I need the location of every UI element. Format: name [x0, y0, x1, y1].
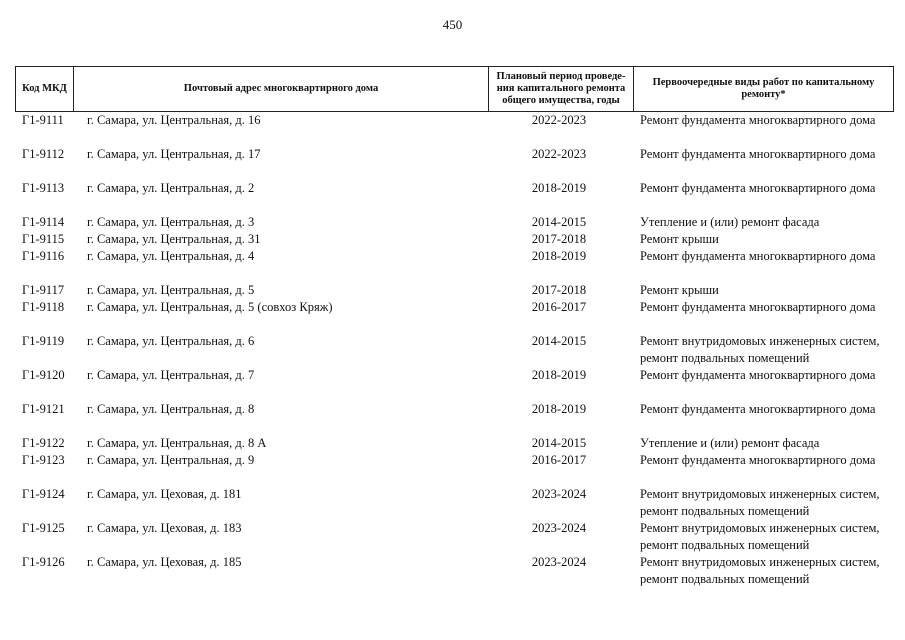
row-address: г. Самара, ул. Центральная, д. 9	[87, 453, 255, 467]
row-address: г. Самара, ул. Центральная, д. 7	[87, 368, 255, 382]
row-works	[640, 180, 900, 197]
row-period: 2017-2018	[531, 283, 587, 297]
header-works: Первоочередные виды работ по капитальному ремонту*	[652, 77, 875, 100]
row-code: Г1-9126	[22, 555, 65, 569]
row-address: г. Самара, ул. Центральная, д. 16	[87, 113, 261, 127]
row-works	[640, 146, 900, 163]
row-work-line: Ремонт фундамента многоквартирного дома	[640, 300, 876, 314]
row-works	[640, 282, 900, 299]
row-work-line: ремонт подвальных помещений	[640, 538, 810, 552]
row-code: Г1-9121	[22, 402, 65, 416]
row-works	[640, 520, 900, 554]
row-code: Г1-9112	[22, 147, 65, 161]
row-period: 2014-2015	[531, 215, 587, 229]
row-address: г. Самара, ул. Центральная, д. 8	[87, 402, 255, 416]
row-code: Г1-9123	[22, 453, 65, 467]
row-code: Г1-9115	[22, 232, 65, 246]
row-works	[640, 248, 900, 265]
row-address: г. Самара, ул. Цеховая, д. 183	[87, 521, 242, 535]
row-period: 2018-2019	[531, 368, 587, 382]
row-work-line: Ремонт внутридомовых инженерных систем,	[640, 555, 880, 569]
row-period: 2018-2019	[531, 249, 587, 263]
row-period: 2022-2023	[531, 113, 587, 127]
row-works	[640, 231, 900, 248]
row-code: Г1-9119	[22, 334, 65, 348]
header-code: Код МКД	[22, 83, 67, 94]
row-code: Г1-9120	[22, 368, 65, 382]
row-code: Г1-9122	[22, 436, 65, 450]
row-code: Г1-9111	[22, 113, 64, 127]
row-work-line: Ремонт внутридомовых инженерных систем,	[640, 487, 880, 501]
row-code: Г1-9114	[22, 215, 65, 229]
row-works	[640, 333, 900, 367]
row-works	[640, 112, 900, 129]
page-number: 450	[442, 17, 463, 32]
row-address: г. Самара, ул. Центральная, д. 31	[87, 232, 261, 246]
row-address: г. Самара, ул. Центральная, д. 2	[87, 181, 255, 195]
row-works	[640, 367, 900, 384]
row-address: г. Самара, ул. Центральная, д. 17	[87, 147, 261, 161]
row-works	[640, 214, 900, 231]
row-work-line: ремонт подвальных помещений	[640, 504, 810, 518]
row-code: Г1-9125	[22, 521, 65, 535]
row-works	[640, 401, 900, 418]
row-period: 2023-2024	[531, 521, 587, 535]
row-works	[640, 452, 900, 469]
row-period: 2018-2019	[531, 402, 587, 416]
row-address: г. Самара, ул. Центральная, д. 4	[87, 249, 255, 263]
row-address: г. Самара, ул. Центральная, д. 3	[87, 215, 255, 229]
row-work-line: Ремонт фундамента многоквартирного дома	[640, 368, 876, 382]
row-period: 2023-2024	[531, 487, 587, 501]
header-address: Почтовый адрес многоквартирного дома	[183, 83, 379, 94]
row-period: 2016-2017	[531, 300, 587, 314]
row-period: 2014-2015	[531, 436, 587, 450]
row-address: г. Самара, ул. Центральная, д. 5 (совхоз Кряж)	[87, 300, 333, 314]
row-works	[640, 554, 900, 588]
row-code: Г1-9116	[22, 249, 65, 263]
row-works	[640, 435, 900, 452]
row-work-line: Ремонт фундамента многоквартирного дома	[640, 147, 876, 161]
row-work-line: Ремонт фундамента многоквартирного дома	[640, 181, 876, 195]
row-work-line: ремонт подвальных помещений	[640, 572, 810, 586]
row-code: Г1-9113	[22, 181, 65, 195]
row-works	[640, 486, 900, 520]
row-work-line: Ремонт внутридомовых инженерных систем,	[640, 334, 880, 348]
row-address: г. Самара, ул. Центральная, д. 6	[87, 334, 255, 348]
row-period: 2016-2017	[531, 453, 587, 467]
row-period: 2018-2019	[531, 181, 587, 195]
row-period: 2023-2024	[531, 555, 587, 569]
row-work-line: Утепление и (или) ремонт фасада	[640, 215, 820, 229]
table-header	[15, 66, 894, 112]
row-works	[640, 299, 900, 316]
row-address: г. Самара, ул. Цеховая, д. 181	[87, 487, 242, 501]
row-code: Г1-9117	[22, 283, 65, 297]
row-period: 2017-2018	[531, 232, 587, 246]
header-period: Плановый период проведе-ния капитального ремонта общего имущества, годы	[496, 71, 626, 106]
row-work-line: Ремонт фундамента многоквартирного дома	[640, 113, 876, 127]
row-work-line: Ремонт фундамента многоквартирного дома	[640, 453, 876, 467]
row-code: Г1-9124	[22, 487, 65, 501]
row-period: 2022-2023	[531, 147, 587, 161]
row-address: г. Самара, ул. Центральная, д. 8 А	[87, 436, 267, 450]
row-address: г. Самара, ул. Цеховая, д. 185	[87, 555, 242, 569]
row-address: г. Самара, ул. Центральная, д. 5	[87, 283, 255, 297]
row-work-line: ремонт подвальных помещений	[640, 351, 810, 365]
row-work-line: Ремонт крыши	[640, 232, 719, 246]
row-period: 2014-2015	[531, 334, 587, 348]
row-work-line: Ремонт фундамента многоквартирного дома	[640, 402, 876, 416]
row-code: Г1-9118	[22, 300, 65, 314]
row-work-line: Утепление и (или) ремонт фасада	[640, 436, 820, 450]
row-work-line: Ремонт внутридомовых инженерных систем,	[640, 521, 880, 535]
row-work-line: Ремонт фундамента многоквартирного дома	[640, 249, 876, 263]
row-work-line: Ремонт крыши	[640, 283, 719, 297]
